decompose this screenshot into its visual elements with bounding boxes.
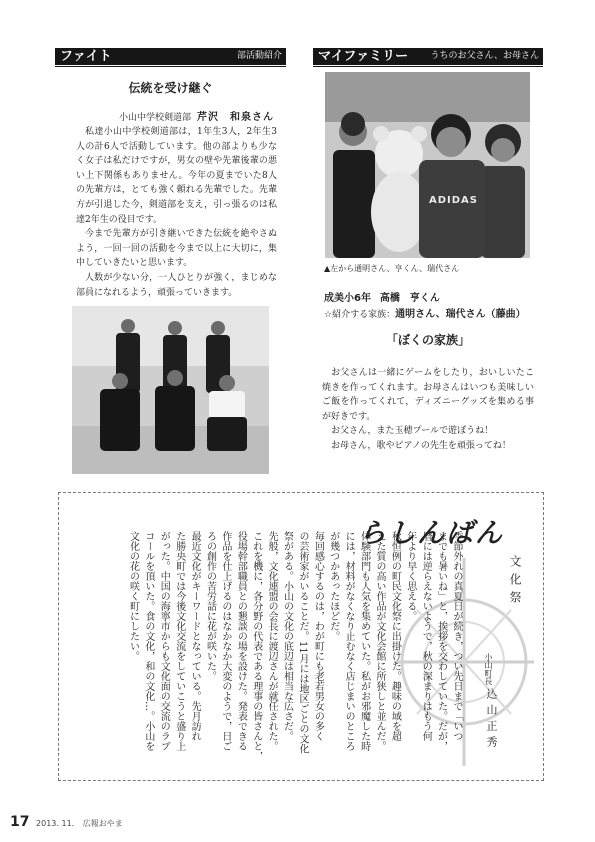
essay-column: 文化の花の咲く町にしたい。 [127,531,139,661]
essay-column: えた質の高い作品が文化会館に所狭しと並んだ。 [373,531,385,751]
paragraph: お父さん，また玉穂プールで遊ぼうね！ [331,426,494,437]
essay-column: 役場幹部職員との懇談の場を設けた。発表できる [235,531,247,751]
child-school: 成美小6年 [324,293,371,304]
byline-name: 芹沢 和泉さん [197,112,274,123]
essay-column: が幾つかあったほどだ。 [327,531,339,641]
section-subtitle: 部活動紹介 [236,51,282,61]
family-names: 通明さん、瑞代さん（藤曲） [395,309,526,320]
paragraph: お父さんは一緒にゲームをしたり，おいしいたこ焼きを作ってくれます。お母さんはいつも美味しいご飯を作ってくれて，ディズニーグッズを集める事が好きです。 [322,368,534,422]
essay-column: 祭がある。小山の文化の底辺は相当な広さだ。 [281,531,293,741]
essay-column: がった。中国の海寧市からも文化面の交流のラブ [158,531,170,751]
essay-body-columns [74,531,464,777]
section-title: ファイト [60,49,112,64]
paragraph: 今まで先輩方が引き継いできた伝統を絶やさぬよう，一回一回の活動を今まで以上に大切に，集中していきたいと思います。 [76,229,277,269]
publication-name: 広報おやま [82,819,123,828]
essay-column: 秋恒例の町民文化祭に出掛けた。趣味の域を超 [389,531,401,741]
article-title: 「ぼくの家族」 [385,333,470,347]
kendo-photo-illustration [72,306,269,474]
child-name-line [324,289,539,304]
essay-column: ろの創作の苦労話に花が咲いた。 [204,531,216,681]
article-body [322,366,534,454]
section-header-my-family [313,48,543,65]
rashinban-logo: らしんばん [359,518,504,549]
section-title: マイファミリー [318,49,409,64]
family-photo-illustration [325,72,530,258]
family-label: ☆紹介する家族： [324,310,396,320]
family-name-line [324,305,544,320]
essay-column: には，材料がなくなり止むなく店じまいのところ [343,531,355,751]
essay-column: 季節外れの真夏日が続き，つい先日まで「いつ [451,531,462,741]
author-name: 込山正秀 [485,688,498,752]
essay-column: 毎回感心するのは，わが町にも老若男女の多く [312,531,324,741]
essay-column: これを機に，各分野の代表である理事の皆さんと， [250,531,262,761]
kendo-club-photo [72,306,269,474]
paragraph: 人数が少ない分，一人ひとりが強く，まじめな部員になれるよう，頑張っていきます。 [76,272,277,298]
issue-date: 2013. 11. [36,819,75,828]
essay-title: 文化祭 [508,555,522,609]
article-body [76,125,277,300]
paragraph: お母さん，歌やピアノの先生を頑張ってね！ [331,440,511,451]
shirt-logo-text: ADIDAS [429,195,479,206]
essay-column: 暦には逆らえないようで，秋の深まりはもう何 [420,531,432,741]
rashinban-essay-box [58,492,544,781]
essay-column: た勝央町では今後文化交流をしていこうと盛り上 [173,531,185,751]
essay-column: 最近文化がキーワードとなっている。先月訪れ [189,531,201,741]
essay-column: 作品を仕上げるのはなかなか大変のようで，日ご [219,531,231,751]
page-footer [10,814,123,830]
header-divider [55,66,286,67]
paragraph: 私達小山中学校剣道部は，1年生3人，2年生3人の計6人で活動しています。他の部よりも少なく女子は私だけですが，男女の壁や先輩後輩の悪い上下関係もありません。今年の夏までいた8人の先輩方は，とても強く頼れる先輩でした。先輩方が引退した今，剣道部を支え，引っ張るのは私達2年生の役目です。 [76,127,277,225]
byline-affiliation: 小山中学校剣道部 [118,113,191,123]
essay-column: コールを頂いた。食の文化，和の文化…。小山を [142,531,154,751]
page-number: 17 [10,814,30,830]
child-name: 高橋 亨くん [379,293,440,304]
essay-column: までも暑いね」と，挨拶を交わしていた。だが， [435,531,447,751]
photo-caption: ▲左から通明さん、亨くん、瑞代さん [324,264,460,273]
byline [55,108,274,123]
essay-column: 年より早く思える。 [404,531,416,621]
author-role: 小山町長 [484,653,493,685]
section-subtitle: うちのお父さん、お母さん [430,51,539,61]
section-header-fight [55,48,286,65]
essay-column: の芸術家がいることだ。11月には地区ごとの文化 [296,531,308,754]
essay-column: 体験部門も人気を集めていた。私がお邪魔した時 [358,531,370,751]
header-divider [313,66,543,67]
essay-column: 先般，文化連盟の会長に渡辺さんが就任された。 [266,531,278,751]
article-title: 伝統を受け継ぐ [128,81,213,95]
family-photo [325,72,530,258]
